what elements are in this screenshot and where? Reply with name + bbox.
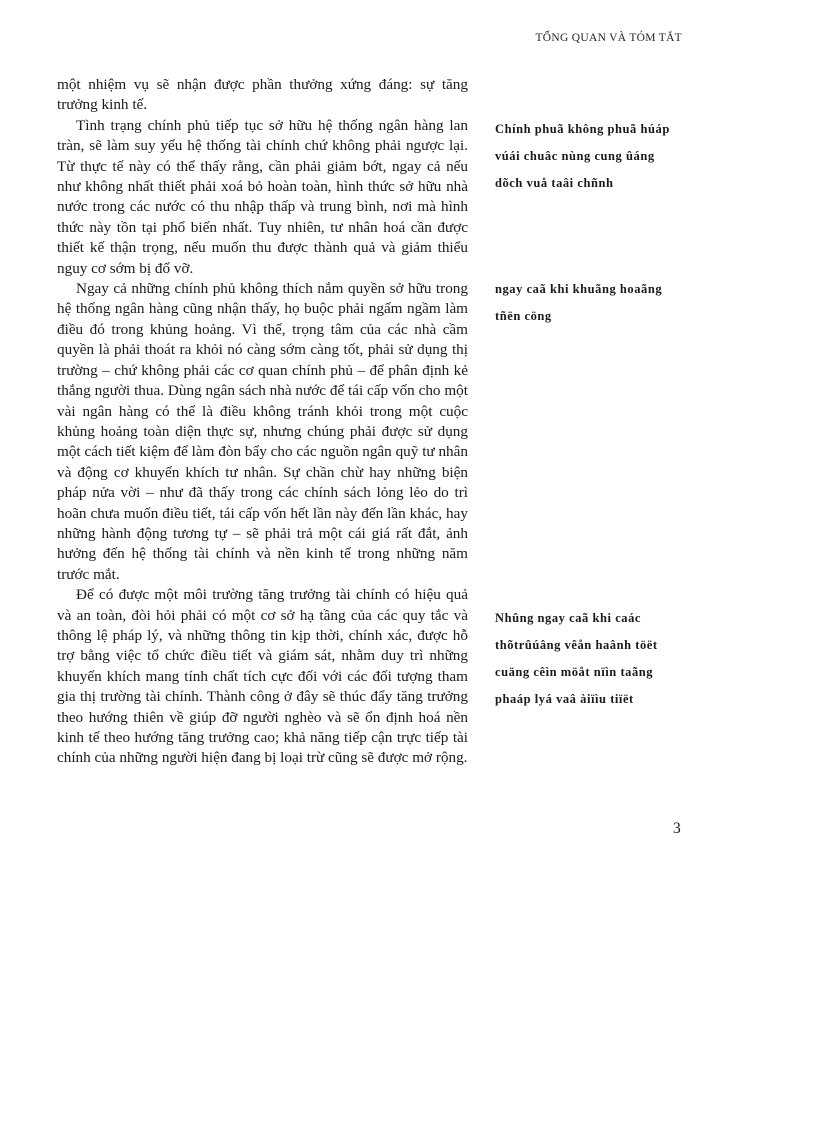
running-header: TỔNG QUAN VÀ TÓM TẮT (535, 32, 682, 44)
margin-note-line: thõtrûúâng vêån haânh töët (495, 638, 658, 652)
margin-note-line: phaáp lyá vaâ àiïìu tiïët (495, 692, 634, 706)
body-paragraph: Tình trạng chính phủ tiếp tục sở hữu hệ thống ngân hàng lan tràn, sẽ làm suy yếu hệ thống tài chính chứ không phải ngược lại. Từ thực tế này có thể thấy rằng, cần phải giảm bớt, ngay cả nếu như không nhất thiết phải xoá bỏ hoàn toàn, hình thức sở hữu nhà nước trong các nước có thu nhập thấp và trung bình, nơi mà hình thức này tồn tại phổ biến nhất. Tuy nhiên, tư nhân hoá cần được thiết kế thận trọng, nếu muốn thu được thành quả và giảm thiểu nguy cơ sớm bị đổ vỡ. (57, 116, 468, 277)
body-paragraph: Để có được một môi trường tăng trưởng tài chính có hiệu quả và an toàn, đòi hỏi phải có một cơ sở hạ tầng của các quy tắc và thông lệ pháp lý, và những thông tin kịp thời, chính xác, được hỗ trợ bằng việc tổ chức điều tiết và giám sát, nhằm duy trì những khuyến khích mang tính chất tích cực đối với các đối tượng tham gia thị trường tài chính. Thành công ở đây sẽ thúc đẩy tăng trưởng theo hướng thiên về giúp đỡ người nghèo và sẽ ổn định hoá nền kinh tế theo hướng tăng trưởng cao; khả năng tiếp cận trực tiếp tài chính của những người hiện đang bị loại trừ cũng sẽ được mở rộng. (57, 586, 468, 767)
margin-note-line: Nhûng ngay caã khi caác (495, 611, 642, 625)
margin-note-line: cuäng cêìn möåt nïìn taãng (495, 665, 654, 679)
margin-note-line: tñën cöng (495, 309, 552, 323)
margin-note-line: Chính phuã không phuã húáp (495, 122, 670, 136)
margin-note (495, 276, 725, 330)
margin-note-line: vúái chuâc nùng cung ûáng (495, 149, 655, 163)
margin-note-line: ngay caã khi khuãng hoaãng (495, 282, 663, 296)
margin-note (495, 116, 725, 197)
margin-note-line: dõch vuå taâi chñnh (495, 176, 614, 190)
page-number: 3 (673, 820, 681, 837)
margin-note (495, 605, 725, 713)
body-text-column (57, 75, 468, 769)
body-paragraph: Ngay cả những chính phủ không thích nắm quyền sở hữu trong hệ thống ngân hàng cũng nhận thấy, họ buộc phải ngấm ngầm làm điều đó trong khủng hoảng. Vì thế, trọng tâm của các nhà cầm quyền là phải thoát ra khỏi nó càng sớm càng tốt, phải sử dụng thị trường – chứ không phải các cơ quan chính phủ – để phân định kẻ thắng người thua. Dùng ngân sách nhà nước để tái cấp vốn cho một vài ngân hàng có thể là điều không tránh khỏi trong một cuộc khủng hoảng toàn diện thực sự, nhưng chúng phải được sử dụng một cách tiết kiệm để làm đòn bẩy cho các nguồn ngân quỹ tư nhân và động cơ khuyến khích tư nhân. Sự chần chừ hay những biện pháp nửa vời – như đã thấy trong các chính sách lỏng lẻo do trì hoãn chưa muốn điều tiết, tái cấp vốn hết lần này đến lần khác, hay những hành động tương tự – sẽ phải trả một cái giá rất đắt, ảnh hưởng đến hệ thống tài chính và nền kinh tế trong những năm trước mắt. (57, 280, 468, 583)
body-paragraph: một nhiệm vụ sẽ nhận được phần thưởng xứng đáng: sự tăng trưởng kinh tế. (57, 76, 468, 114)
